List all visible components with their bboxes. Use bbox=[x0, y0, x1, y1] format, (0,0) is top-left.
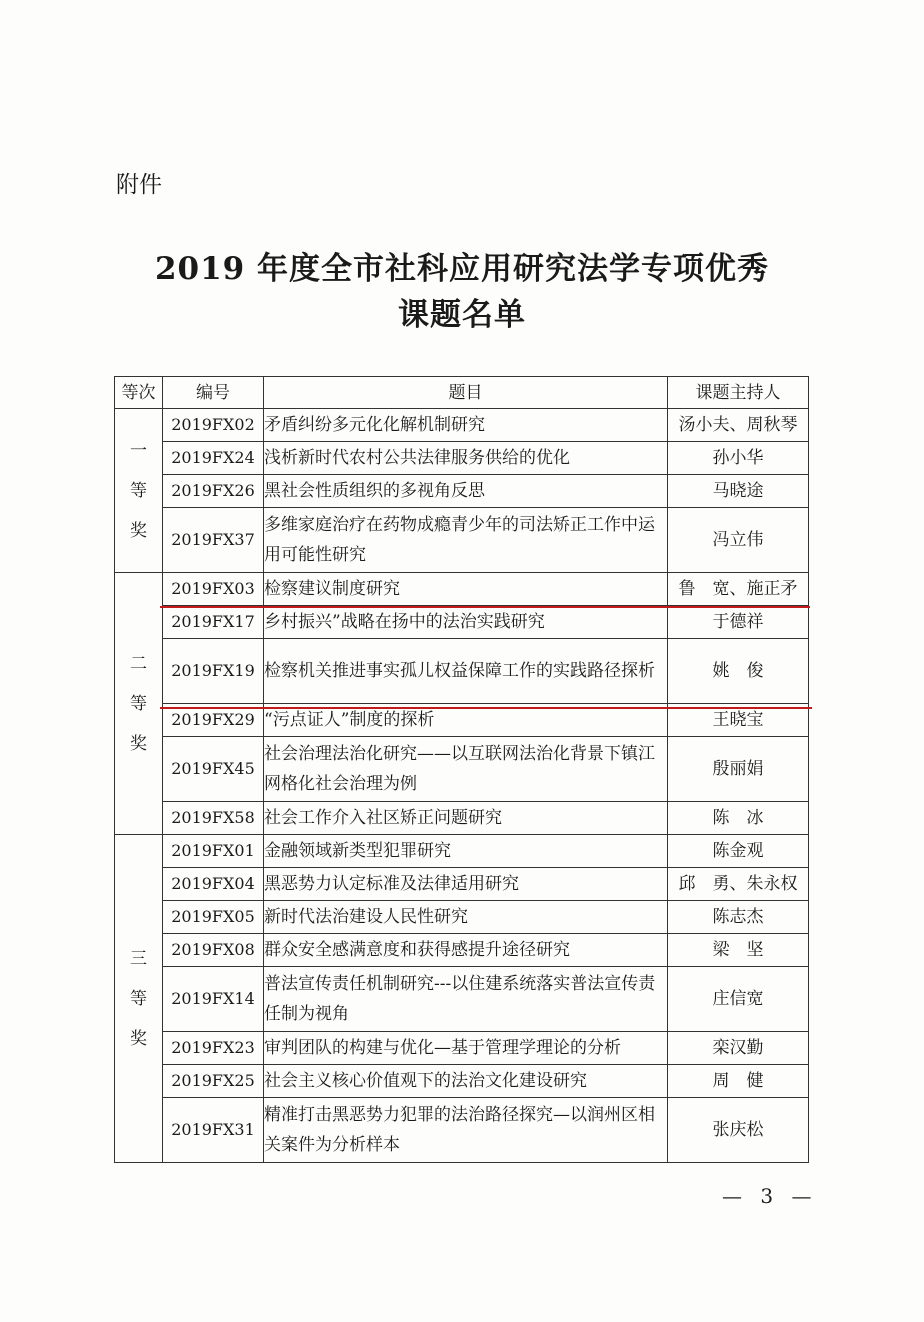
award-level-cell bbox=[115, 835, 163, 1163]
table-row bbox=[115, 901, 809, 934]
topic-cell: 精准打击黑恶势力犯罪的法治路径探究—以润州区相关案件为分析样本 bbox=[264, 1098, 668, 1163]
award-level-first: 一 等 奖 bbox=[130, 440, 147, 541]
topic-cell: 社会主义核心价值观下的法治文化建设研究 bbox=[264, 1065, 668, 1098]
code-cell: 2019FX19 bbox=[163, 639, 264, 704]
header-level: 等次 bbox=[115, 377, 163, 409]
red-underline-mark bbox=[160, 606, 810, 608]
award-level-cell bbox=[115, 409, 163, 573]
title-line-2: 课题名单 bbox=[398, 297, 526, 333]
host-cell: 姚 俊 bbox=[668, 639, 809, 704]
code-cell: 2019FX14 bbox=[163, 967, 264, 1032]
code-cell: 2019FX02 bbox=[163, 409, 264, 442]
title-line-1: 2019 年度全市社科应用研究法学专项优秀 bbox=[154, 251, 770, 287]
code-cell: 2019FX03 bbox=[163, 573, 264, 606]
table-row bbox=[115, 573, 809, 606]
topic-cell: 社会工作介入社区矫正问题研究 bbox=[264, 802, 668, 835]
topic-cell: 检察机关推进事实孤儿权益保障工作的实践路径探析 bbox=[264, 639, 668, 704]
table-row bbox=[115, 606, 809, 639]
table-row bbox=[115, 737, 809, 802]
table-row bbox=[115, 835, 809, 868]
topic-cell: 审判团队的构建与优化—基于管理学理论的分析 bbox=[264, 1032, 668, 1065]
award-level-third: 三 等 奖 bbox=[130, 948, 147, 1049]
table-row bbox=[115, 1098, 809, 1163]
award-table bbox=[114, 376, 809, 1163]
award-level-second: 二 等 奖 bbox=[130, 653, 147, 754]
host-cell: 殷丽娟 bbox=[668, 737, 809, 802]
host-cell: 邱 勇、朱永权 bbox=[668, 868, 809, 901]
host-cell: 陈志杰 bbox=[668, 901, 809, 934]
table-row bbox=[115, 1065, 809, 1098]
topic-cell: 多维家庭治疗在药物成瘾青少年的司法矫正工作中运用可能性研究 bbox=[264, 508, 668, 573]
document-title bbox=[0, 246, 924, 338]
table-row bbox=[115, 508, 809, 573]
code-cell: 2019FX08 bbox=[163, 934, 264, 967]
host-cell: 周 健 bbox=[668, 1065, 809, 1098]
host-cell: 庄信宽 bbox=[668, 967, 809, 1032]
code-cell: 2019FX45 bbox=[163, 737, 264, 802]
topic-cell: 矛盾纠纷多元化化解机制研究 bbox=[264, 409, 668, 442]
topic-cell: 乡村振兴”战略在扬中的法治实践研究 bbox=[264, 606, 668, 639]
award-level-cell bbox=[115, 573, 163, 835]
code-cell: 2019FX17 bbox=[163, 606, 264, 639]
topic-cell: 新时代法治建设人民性研究 bbox=[264, 901, 668, 934]
topic-cell: 金融领域新类型犯罪研究 bbox=[264, 835, 668, 868]
header-topic: 题目 bbox=[264, 377, 668, 409]
table-row bbox=[115, 639, 809, 704]
table-row bbox=[115, 934, 809, 967]
host-cell: 张庆松 bbox=[668, 1098, 809, 1163]
host-cell: 栾汉勤 bbox=[668, 1032, 809, 1065]
code-cell: 2019FX23 bbox=[163, 1032, 264, 1065]
topic-cell: 社会治理法治化研究——以互联网法治化背景下镇江网格化社会治理为例 bbox=[264, 737, 668, 802]
code-cell: 2019FX58 bbox=[163, 802, 264, 835]
topic-cell: 普法宣传责任机制研究---以住建系统落实普法宣传责任制为视角 bbox=[264, 967, 668, 1032]
host-cell: 陈 冰 bbox=[668, 802, 809, 835]
page-number: — 3 — bbox=[722, 1184, 818, 1208]
code-cell: 2019FX04 bbox=[163, 868, 264, 901]
red-underline-mark bbox=[160, 707, 812, 709]
topic-cell: 黑社会性质组织的多视角反思 bbox=[264, 475, 668, 508]
table-row bbox=[115, 868, 809, 901]
code-cell: 2019FX26 bbox=[163, 475, 264, 508]
host-cell: 冯立伟 bbox=[668, 508, 809, 573]
topic-cell: 检察建议制度研究 bbox=[264, 573, 668, 606]
table-row bbox=[115, 967, 809, 1032]
topic-cell: 群众安全感满意度和获得感提升途径研究 bbox=[264, 934, 668, 967]
host-cell: 汤小夫、周秋琴 bbox=[668, 409, 809, 442]
table-row bbox=[115, 1032, 809, 1065]
header-code: 编号 bbox=[163, 377, 264, 409]
host-cell: 于德祥 bbox=[668, 606, 809, 639]
table-row bbox=[115, 442, 809, 475]
table-row bbox=[115, 475, 809, 508]
code-cell: 2019FX24 bbox=[163, 442, 264, 475]
code-cell: 2019FX05 bbox=[163, 901, 264, 934]
host-cell: 梁 坚 bbox=[668, 934, 809, 967]
table-header-row bbox=[115, 377, 809, 409]
table-row bbox=[115, 802, 809, 835]
topic-cell: “污点证人”制度的探析 bbox=[264, 704, 668, 737]
table-row bbox=[115, 409, 809, 442]
attachment-label: 附件 bbox=[116, 172, 162, 198]
code-cell: 2019FX25 bbox=[163, 1065, 264, 1098]
host-cell: 陈金观 bbox=[668, 835, 809, 868]
host-cell: 鲁 宽、施正矛 bbox=[668, 573, 809, 606]
code-cell: 2019FX01 bbox=[163, 835, 264, 868]
topic-cell: 黑恶势力认定标准及法律适用研究 bbox=[264, 868, 668, 901]
code-cell: 2019FX37 bbox=[163, 508, 264, 573]
host-cell: 王晓宝 bbox=[668, 704, 809, 737]
code-cell: 2019FX31 bbox=[163, 1098, 264, 1163]
code-cell: 2019FX29 bbox=[163, 704, 264, 737]
host-cell: 马晓途 bbox=[668, 475, 809, 508]
topic-cell: 浅析新时代农村公共法律服务供给的优化 bbox=[264, 442, 668, 475]
header-host: 课题主持人 bbox=[668, 377, 809, 409]
host-cell: 孙小华 bbox=[668, 442, 809, 475]
